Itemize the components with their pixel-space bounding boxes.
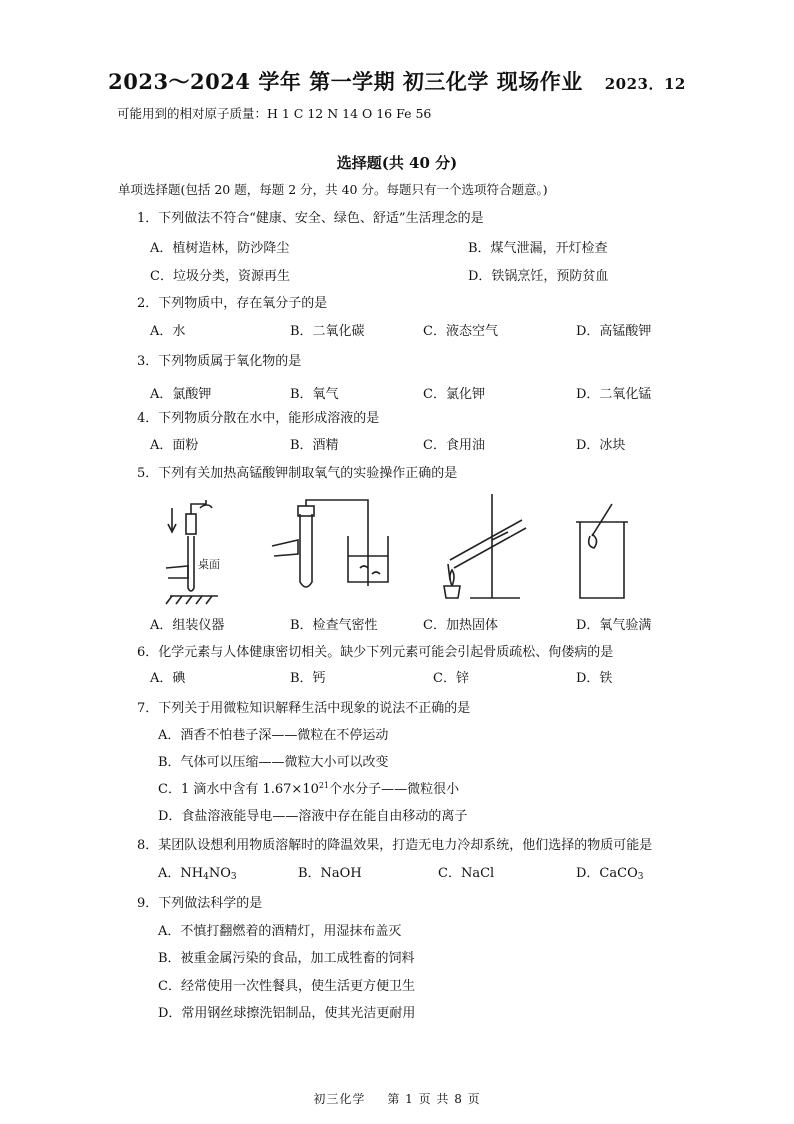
question-7-option-b: B．气体可以压缩——微粒大小可以改变 <box>158 755 389 770</box>
question-9-option-d: D．常用钢丝球擦洗铝制品，使其光洁更耐用 <box>158 1006 416 1021</box>
page-footer <box>0 1090 794 1107</box>
q8d-sub: 3 <box>637 872 644 882</box>
question-5-stem: 5．下列有关加热高锰酸钾制取氧气的实验操作正确的是 <box>137 466 458 481</box>
question-6-option-a: A．碘 <box>150 671 186 686</box>
footer-page-number: 第 1 页 共 8 页 <box>387 1092 481 1106</box>
wooden-splint <box>592 504 612 536</box>
figure-c-heating-solid <box>430 490 540 608</box>
question-4-option-d: D．冰块 <box>576 438 626 453</box>
delivery-tube <box>306 500 368 586</box>
footer-label: 初三化学 <box>313 1092 366 1106</box>
atomic-masses: 可能用到的相对原子质量：H 1 C 12 N 14 O 16 Fe 56 <box>117 106 432 121</box>
figure-a-assemble-apparatus <box>158 496 238 606</box>
flame <box>450 570 454 586</box>
title-date: 2023．12 <box>604 75 686 93</box>
question-9-option-b: B．被重金属污染的食品，加工成牲畜的饲料 <box>158 951 415 966</box>
question-1-option-b: B．煤气泄漏，开灯检查 <box>468 241 608 256</box>
hand <box>272 540 298 556</box>
question-1-option-c: C．垃圾分类，资源再生 <box>150 269 290 284</box>
question-5-option-d: D．氧气验满 <box>576 618 652 633</box>
test-tube <box>188 536 194 591</box>
question-7-option-a: A．酒香不怕巷子深——微粒在不停运动 <box>158 728 389 743</box>
title-text: 2023～2024 学年 第一学期 初三化学 现场作业 <box>108 69 583 94</box>
question-4-option-b: B．酒精 <box>290 438 339 453</box>
question-1-option-d: D．铁锅烹饪，预防贫血 <box>468 269 609 284</box>
page-title <box>0 66 794 96</box>
question-2-option-c: C．液态空气 <box>423 324 498 339</box>
question-3-option-d: D．二氧化锰 <box>576 387 652 402</box>
question-6-option-b: B．钙 <box>290 671 326 686</box>
question-3-option-b: B．氧气 <box>290 387 339 402</box>
question-8-option-a <box>158 862 237 882</box>
question-3-option-c: C．氯化钾 <box>423 387 485 402</box>
q8a-mid: NO <box>208 866 231 881</box>
q8a-pre: A．NH <box>158 866 204 881</box>
question-4-option-c: C．食用油 <box>423 438 485 453</box>
question-2-option-b: B．二氧化碳 <box>290 324 365 339</box>
question-1-stem: 1．下列做法不符合“健康、安全、绿色、舒适”生活理念的是 <box>137 211 484 226</box>
question-9-stem: 9．下列做法科学的是 <box>137 896 263 911</box>
section-instructions: 单项选择题(包括 20 题，每题 2 分，共 40 分。每题只有一个选项符合题意。) <box>118 182 548 197</box>
question-8-option-d <box>576 862 643 882</box>
arrow-down <box>168 508 176 532</box>
question-6-option-d: D．铁 <box>576 671 613 686</box>
hand <box>166 566 188 578</box>
question-2-option-d: D．高锰酸钾 <box>576 324 652 339</box>
test-tube <box>300 514 312 587</box>
question-5-option-b: B．检查气密性 <box>290 618 378 633</box>
q7c-pre: C．1 滴水中含有 1.67×10 <box>158 782 319 797</box>
table-hatch <box>166 596 212 604</box>
table-label: 桌面 <box>198 558 220 571</box>
question-7-stem: 7．下列关于用微粒知识解释生活中现象的说法不正确的是 <box>137 701 471 716</box>
glass-tube <box>191 500 212 514</box>
gas-bottle <box>580 522 624 598</box>
question-8-stem: 8．某团队设想利用物质溶解时的降温效果，打造无电力冷却系统，他们选择的物质可能是 <box>137 838 653 853</box>
q8a-sub1: 4 <box>203 872 209 882</box>
question-6-stem: 6．化学元素与人体健康密切相关。缺少下列元素可能会引起骨质疏松、佝偻病的是 <box>137 645 614 660</box>
q7c-post: 个水分子——微粒很小 <box>329 782 460 797</box>
question-7-option-d: D．食盐溶液能导电——溶液中存在能自由移动的离子 <box>158 809 468 824</box>
question-3-option-a: A．氯酸钾 <box>150 387 212 402</box>
question-9-option-a: A．不慎打翻燃着的酒精灯，用湿抹布盖灭 <box>158 924 402 939</box>
section-title: 选择题(共 40 分) <box>336 154 458 172</box>
q8d-pre: D．CaCO <box>576 866 638 881</box>
question-1-option-a: A．植树造林，防沙降尘 <box>150 241 290 256</box>
rubber-stopper <box>186 514 196 534</box>
question-5-option-c: C．加热固体 <box>423 618 498 633</box>
question-5-option-a: A．组装仪器 <box>150 618 225 633</box>
question-6-option-c: C．锌 <box>433 671 469 686</box>
figure-b-check-airtightness <box>268 496 398 606</box>
question-3-stem: 3．下列物质属于氧化物的是 <box>137 354 302 369</box>
question-4-option-a: A．面粉 <box>150 438 199 453</box>
q7c-exponent: 21 <box>318 781 330 790</box>
angled-test-tube <box>450 520 526 568</box>
question-7-option-c <box>158 778 459 797</box>
alcohol-lamp <box>444 586 460 598</box>
question-8-option-c: C．NaCl <box>438 866 495 881</box>
question-8-option-b: B．NaOH <box>298 866 362 881</box>
question-2-stem: 2．下列物质中，存在氧分子的是 <box>137 296 328 311</box>
question-4-stem: 4．下列物质分散在水中，能形成溶液的是 <box>137 411 380 426</box>
figure-d-oxygen-full-test <box>572 496 632 606</box>
bubbles <box>360 566 380 574</box>
question-9-option-c: C．经常使用一次性餐具，使生活更方便卫生 <box>158 979 415 994</box>
question-2-option-a: A．水 <box>150 324 186 339</box>
q8a-sub2: 3 <box>230 872 237 882</box>
